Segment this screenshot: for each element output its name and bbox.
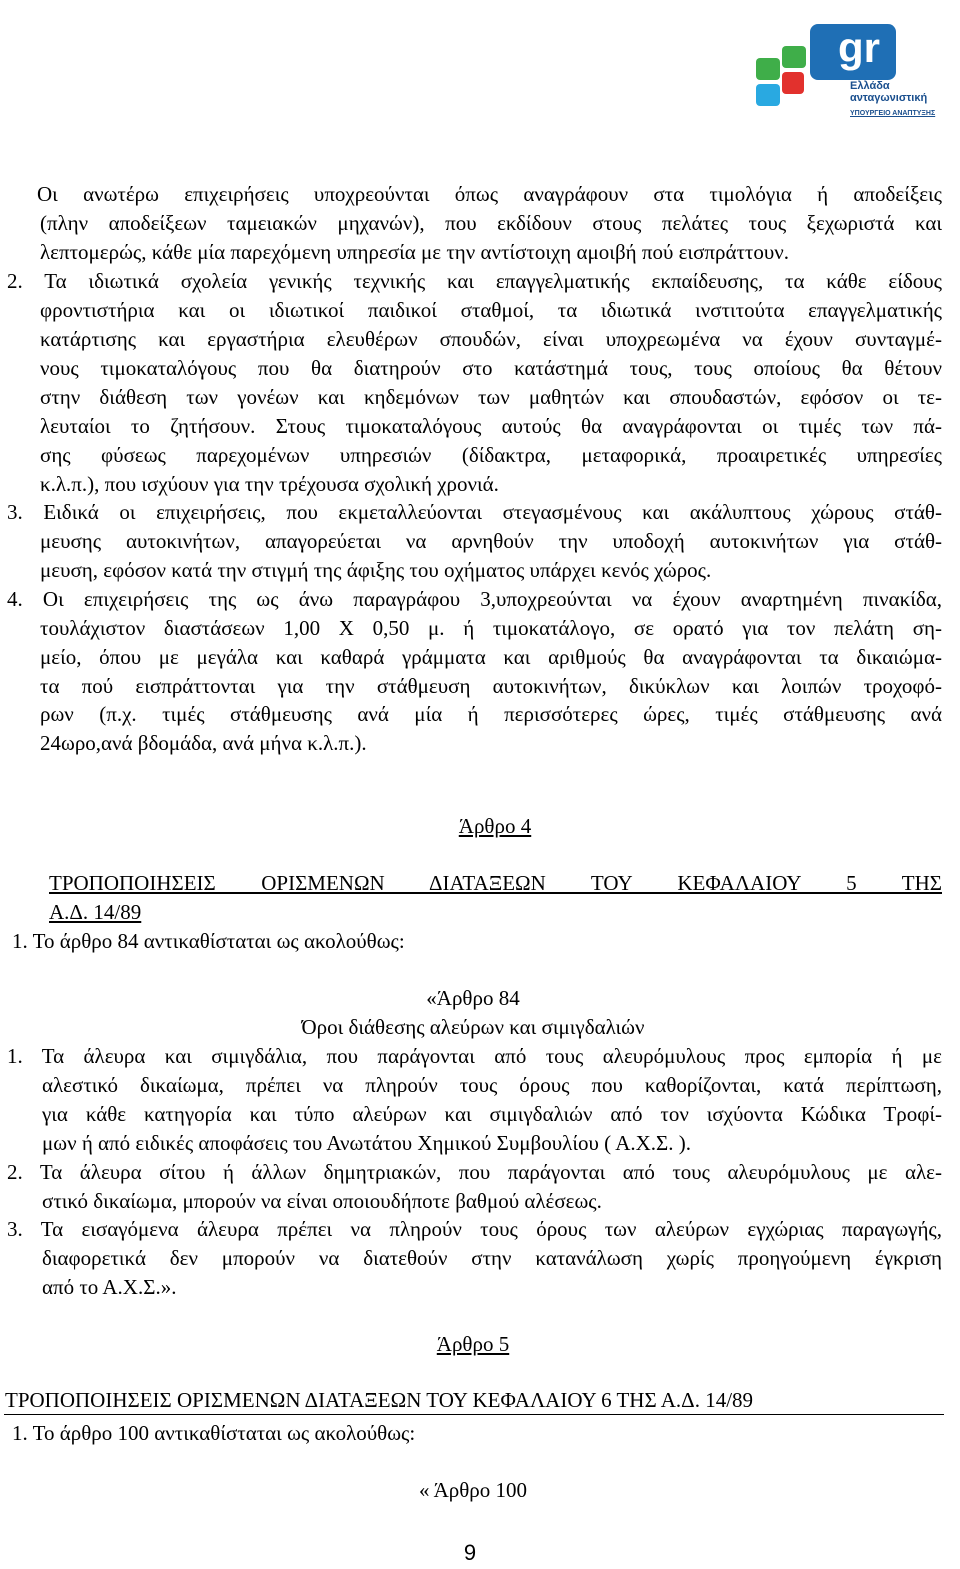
section-title: ΤΡΟΠΟΠΟΙΗΣΕΙΣ ΟΡΙΣΜΕΝΩΝ ΔΙΑΤΑΞΕΩΝ ΤΟΥ ΚΕΦΑΛΑΙΟΥ 5 ΤΗΣ — [49, 871, 942, 895]
logo-mark: gr — [838, 24, 880, 71]
quoted-article-subtitle: Όροι διάθεσης αλεύρων και σιμιγδαλιών — [301, 1015, 645, 1039]
text-line: Οι ανωτέρω επιχειρήσεις υποχρεούνται όπως αναγράφουν στα τιμολόγια ή αποδείξεις — [37, 182, 942, 206]
text-line: 24ωρο,ανά βδομάδα, ανά μήνα κ.λ.π.). — [40, 731, 367, 755]
section-title: ΤΡΟΠΟΠΟΙΗΣΕΙΣ ΟΡΙΣΜΕΝΩΝ ΔΙΑΤΑΞΕΩΝ ΤΟΥ ΚΕΦΑΛΑΙΟΥ 6 ΤΗΣ Α.Δ. 14/89 — [5, 1388, 754, 1412]
logo-line1: Ελλάδα — [850, 80, 890, 92]
text-line: 1. Το άρθρο 100 αντικαθίσταται ως ακολούθως: — [12, 1421, 416, 1445]
text-line: 4. Οι επιχειρήσεις της ως άνω παραγράφου 3,υποχρεούνται να έχουν αναρτημένη πινακίδα, — [7, 587, 942, 611]
text-line: μείο, όπου με μεγάλα και καθαρά γράμματα και αριθμούς θα αναγράφονται τα δικαιώμα- — [40, 645, 942, 669]
text-line: αλεστικό δικαίωμα, πρέπει να πληρούν τους όρους που καθορίζονται, κατά περίπτωση, — [42, 1073, 942, 1097]
text-line: κατάρτισης και εργαστήρια ελευθέρων σπουδών, είναι υποχρεωμένα να έχουν συνταγμέ- — [40, 327, 942, 351]
quoted-article-heading: «Άρθρο 84 — [426, 986, 520, 1010]
logo — [752, 18, 950, 124]
section-underline — [4, 1414, 944, 1415]
text-line: λεπτομερώς, κάθε μία παρεχόμενη υπηρεσία με την αντίστοιχη αμοιβή πού εισπράττουν. — [40, 240, 790, 264]
section-title-cont: Α.Δ. 14/89 — [49, 900, 142, 924]
quoted-article-heading: « Άρθρο 100 — [418, 1478, 528, 1502]
page-number: 9 — [463, 1540, 477, 1565]
text-line: 3. Τα εισαγόμενα άλευρα πρέπει να πληρούν τους όρους των αλεύρων εγχώριας παραγωγής, — [7, 1217, 942, 1241]
text-line: 2. Τα άλευρα σίτου ή άλλων δημητριακών, που παράγονται από τους αλευρόμυλους με αλε- — [7, 1160, 942, 1184]
text-line: τουλάχιστον διαστάσεων 1,00 Χ 0,50 μ. ή τιμοκατάλογο, σε ορατό για τον πελάτη ση- — [40, 616, 942, 640]
text-line: νους τιμοκαταλόγους που θα διατηρούν στο κατάστημά τους, τους οποίους θα θέτουν — [40, 356, 942, 380]
text-line: 3. Ειδικά οι επιχειρήσεις, που εκμεταλλεύονται στεγασμένους και ακάλυπτους χώρους στάθ- — [7, 500, 942, 524]
text-line: λευταίοι το ζητήσουν. Στους τιμοκαταλόγους αυτούς θα αναγράφονται οι τιμές των πά- — [40, 414, 942, 438]
text-line: μευσης αυτοκινήτων, απαγορεύεται να αρνηθούν την υποδοχή αυτοκινήτων για στάθ- — [40, 529, 942, 553]
text-line: σης φύσεως παρεχομένων υπηρεσιών (δίδακτρα, μεταφορικά, προαιρετικές υπηρεσίες — [40, 443, 942, 467]
text-line: 2. Τα ιδιωτικά σχολεία γενικής τεχνικής και επαγγελματικής εκπαίδευσης, τα κάθε είδους — [7, 269, 942, 293]
text-line: κ.λ.π.), που ισχύουν για την τρέχουσα σχολική χρονιά. — [40, 472, 499, 496]
text-line: για κάθε κατηγορία και τύπο αλεύρων και σιμιγδαλιών από τον ισχύοντα Κώδικα Τροφί- — [42, 1102, 942, 1126]
article-heading: Άρθρο 4 — [458, 814, 532, 838]
logo-line2: ανταγωνιστική — [850, 92, 928, 104]
text-line: τα πού εισπράττονται για την στάθμευση αυτοκινήτων, δικύκλων και λοιπών τροχοφό- — [40, 674, 942, 698]
article-heading: Άρθρο 5 — [436, 1332, 510, 1356]
text-line: στικό δικαίωμα, μπορούν να είναι οποιουδήποτε βαθμού αλέσεως. — [42, 1189, 602, 1213]
text-line: ρων (π.χ. τιμές στάθμευσης ανά μία ή περισσότερες ώρες, τιμές στάθμευσης ανά — [40, 702, 942, 726]
text-line: φροντιστήρια και οι ιδιωτικοί παιδικοί σταθμοί, τα ιδιωτικά ινστιτούτα επαγγελματικής — [40, 298, 942, 322]
text-line: (πλην αποδείξεων ταμειακών μηχανών), που εκδίδουν στους πελάτες τους ξεχωριστά και — [40, 211, 942, 235]
text-line: από το Α.Χ.Σ.». — [42, 1275, 177, 1299]
logo-line3: ΥΠΟΥΡΓΕΙΟ ΑΝΑΠΤΥΞΗΣ — [850, 110, 936, 117]
text-line: μων ή από ειδικές αποφάσεις του Ανωτάτου Χημικού Συμβουλίου ( Α.Χ.Σ. ). — [42, 1131, 692, 1155]
text-line: 1. Το άρθρο 84 αντικαθίσταται ως ακολούθως: — [12, 929, 405, 953]
text-line: στην διάθεση των γονέων και κηδεμόνων των μαθητών και σπουδαστών, εφόσον οι τε- — [40, 385, 942, 409]
text-line: διαφορετικά δεν μπορούν να διατεθούν στην κατανάλωση χωρίς προηγούμενη έγκριση — [42, 1246, 942, 1270]
text-line: 1. Τα άλευρα και σιμιγδάλια, που παράγονται από τους αλευρόμυλους προς εμπορία ή με — [7, 1044, 942, 1068]
text-line: μευση, εφόσον κατά την στιγμή της άφιξης του οχήματος υπάρχει κενός χώρος. — [40, 558, 712, 582]
